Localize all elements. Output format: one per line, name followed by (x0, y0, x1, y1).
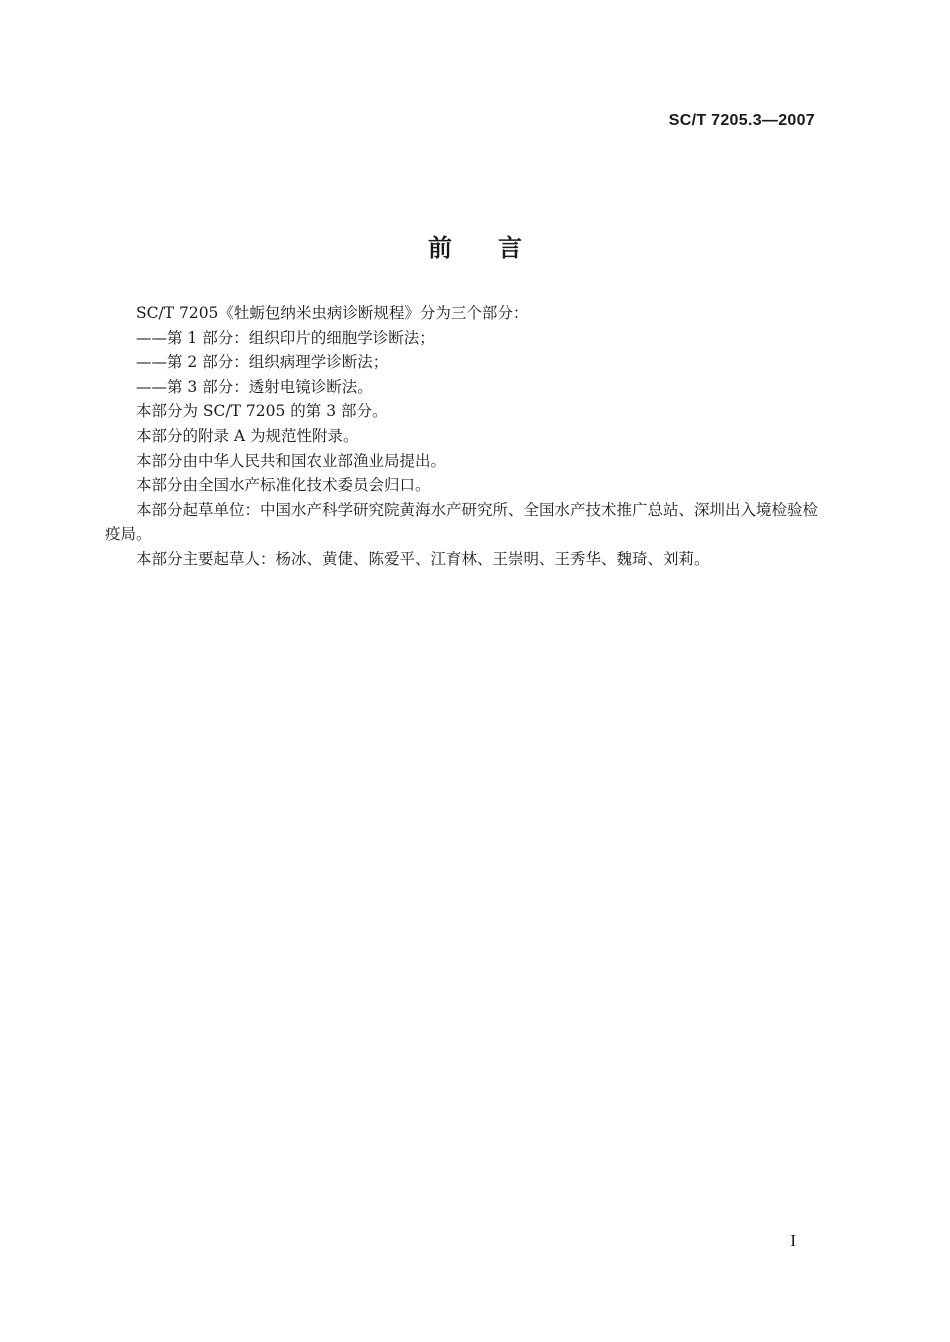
paragraph-part-3: ——第 3 部分：透射电镜诊断法。 (136, 377, 373, 396)
paragraph-drafting-units: 本部分起草单位：中国水产科学研究院黄海水产研究所、全国水产技术推广总站、深圳出入境检验检疫局。 (105, 500, 819, 544)
paragraph-part-2: ——第 2 部分：组织病理学诊断法； (136, 353, 389, 372)
page-title (0, 228, 950, 263)
title-part-1: 前 (428, 234, 452, 262)
page-number: I (790, 1231, 796, 1250)
standard-code: SC/T 7205.3—2007 (668, 112, 815, 129)
title-part-2: 言 (498, 234, 522, 262)
paragraph-this-part: 本部分为 SC/T 7205 的第 3 部分。 (136, 402, 388, 421)
paragraph-drafters: 本部分主要起草人：杨冰、黄倢、陈爱平、江育林、王崇明、王秀华、魏琦、刘莉。 (136, 549, 710, 568)
paragraph-annex: 本部分的附录 A 为规范性附录。 (136, 426, 359, 445)
paragraph-proposed-by: 本部分由中华人民共和国农业部渔业局提出。 (136, 451, 447, 470)
paragraph-intro: SC/T 7205《牡蛎包纳米虫病诊断规程》分为三个部分： (136, 304, 529, 322)
paragraph-administered-by: 本部分由全国水产标准化技术委员会归口。 (136, 476, 431, 495)
paragraph-part-1: ——第 1 部分：组织印片的细胞学诊断法； (136, 328, 435, 347)
foreword-body (105, 301, 833, 572)
